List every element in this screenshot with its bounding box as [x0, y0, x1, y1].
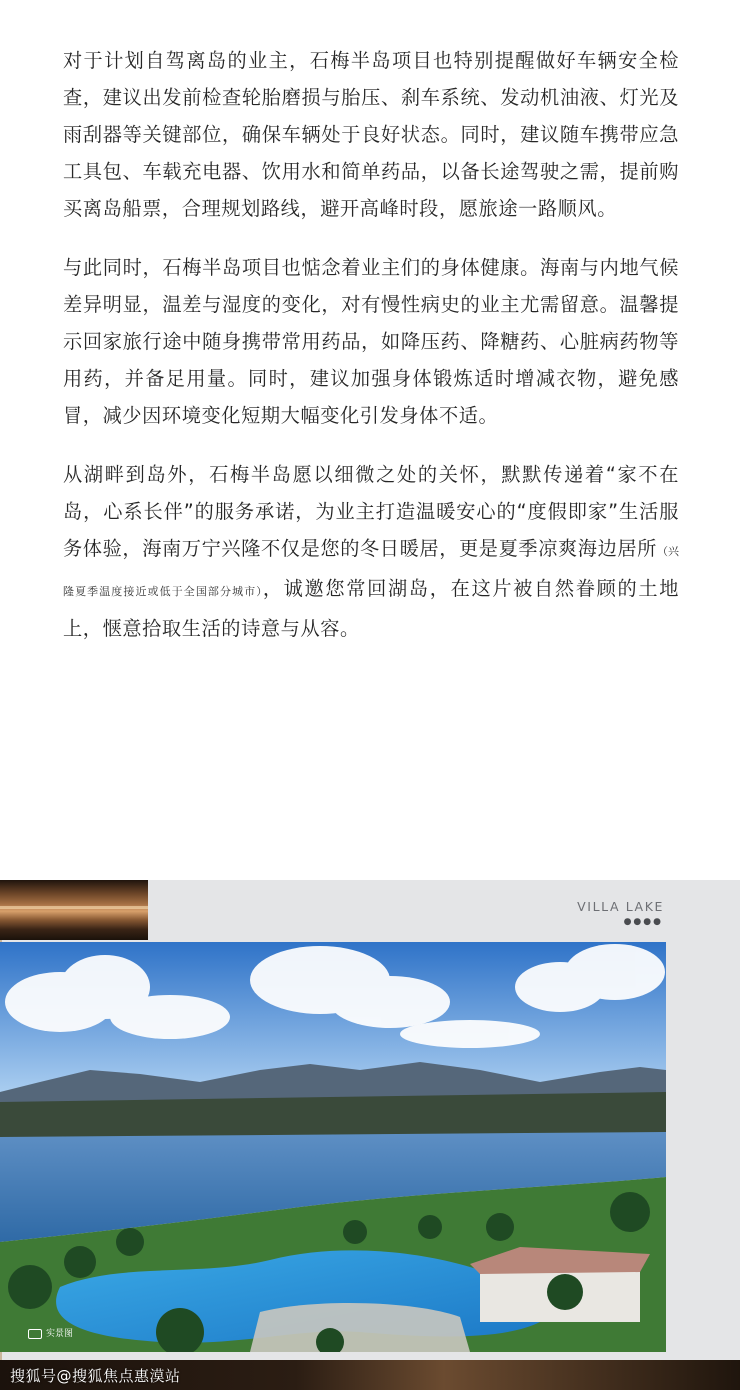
source-watermark: 搜狐号@搜狐焦点惠漠站: [10, 1367, 181, 1385]
article-body: [63, 42, 679, 669]
camera-icon: [28, 1329, 42, 1339]
lake-resort-photo: [0, 942, 666, 1352]
wood-texture-decoration: [0, 880, 148, 940]
brand-label: VILLA LAKE: [577, 899, 664, 914]
paragraph-3-start: 从湖畔到岛外，石梅半岛愿以细微之处的关怀，默默传递着“家不在岛，心系长伴”的服务承诺，为业主打造温暖安心的“度假即家”生活服务体验，海南万宁兴隆不仅是您的冬日暖居，更是夏季凉爽海边居所: [63, 463, 679, 560]
paragraph-3: [63, 456, 679, 647]
paragraph-3-end: ，诚邀您常回湖岛，在这片被自然眷顾的土地上，惬意拾取生活的诗意与从容。: [63, 577, 680, 640]
feature-image-panel: [0, 880, 740, 1360]
paragraph-1: 对于计划自驾离岛的业主，石梅半岛项目也特别提醒做好车辆安全检查，建议出发前检查轮胎磨损与胎压、刹车系统、发动机油液、灯光及雨刮器等关键部位，确保车辆处于良好状态。同时，建议随车携带应急工具包、车载充电器、饮用水和简单药品，以备长途驾驶之需，提前购买离岛船票，合理规划路线，避开高峰时段，愿旅途一路顺风。: [63, 49, 679, 220]
brand-dots: ●●●●: [623, 917, 663, 927]
photo-caption-text: 实景图: [46, 1329, 74, 1339]
photo-caption: [28, 1326, 73, 1339]
paragraph-2: 与此同时，石梅半岛项目也惦念着业主们的身体健康。海南与内地气候差异明显，温差与湿度的变化，对有慢性病史的业主尤需留意。温馨提示回家旅行途中随身携带常用药品，如降压药、降糖药、心脏病药物等用药，并备足用量。同时，建议加强身体锻炼适时增减衣物，避免感冒，减少因环境变化短期大幅变化引发身体不适。: [63, 256, 679, 427]
temperature-note: （兴隆夏季温度接近或低于全国部分城市）: [63, 545, 680, 598]
